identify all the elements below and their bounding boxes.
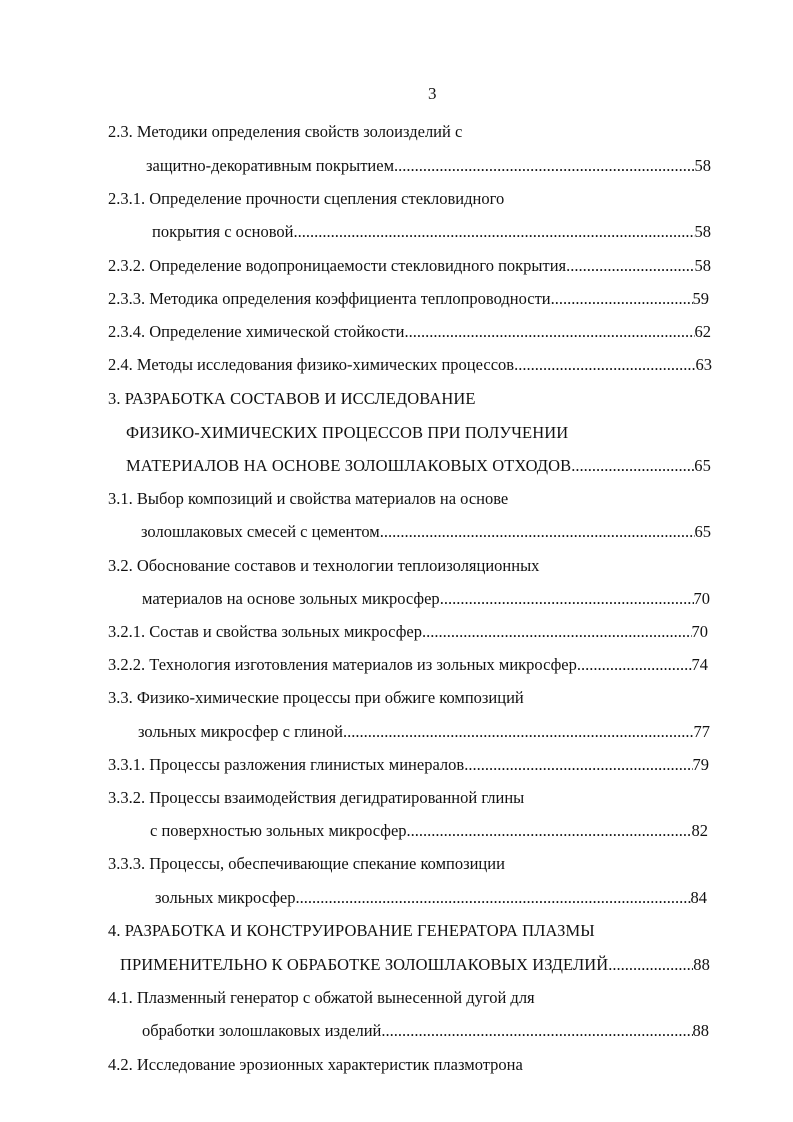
toc-entry-text: покрытия с основой xyxy=(152,222,294,241)
page-number: 3 xyxy=(428,84,437,103)
toc-page-number: 77 xyxy=(693,722,710,741)
toc-page-number: 58 xyxy=(694,222,711,241)
leader-dots xyxy=(296,888,691,908)
leader-dots xyxy=(422,622,692,642)
toc-entry-3-3-3[interactable] xyxy=(155,888,707,908)
toc-entry-text: 2.3.3. Методика определения коэффициента теплопроводности xyxy=(108,289,551,308)
leader-dots xyxy=(380,522,695,542)
toc-entry-3-line1: 3. РАЗРАБОТКА СОСТАВОВ И ИССЛЕДОВАНИЕ xyxy=(108,389,476,408)
toc-entry-3-3-2-line1: 3.3.2. Процессы взаимодействия дегидратированной глины xyxy=(108,788,525,807)
toc-page-number: 58 xyxy=(694,256,711,275)
toc-page-number: 84 xyxy=(690,888,707,907)
toc-entry-2-3[interactable] xyxy=(146,156,711,176)
toc-page-number: 70 xyxy=(691,622,708,641)
toc-entry-text: 2.4. Методы исследования физико-химических процессов xyxy=(108,355,515,374)
toc-entry-text: материалов на основе зольных микросфер xyxy=(142,589,440,608)
toc-entry-4-1[interactable] xyxy=(142,1021,709,1041)
leader-dots xyxy=(566,256,694,276)
leader-dots xyxy=(381,1021,692,1041)
toc-entry-text: 2.3.2. Определение водопроницаемости стекловидного покрытия xyxy=(108,256,567,275)
toc-page-number: 74 xyxy=(691,655,708,674)
toc-entry-4[interactable] xyxy=(120,955,710,975)
toc-entry-text: ПРИМЕНИТЕЛЬНО К ОБРАБОТКЕ ЗОЛОШЛАКОВЫХ ИЗДЕЛИЙ xyxy=(120,955,609,974)
toc-entry-2-3-3[interactable] xyxy=(108,289,709,309)
toc-page-number: 65 xyxy=(694,456,711,475)
toc-entry-3-3-2[interactable] xyxy=(150,821,708,841)
toc-entry-3-2-2[interactable] xyxy=(108,655,708,675)
toc-entry-4-line1: 4. РАЗРАБОТКА И КОНСТРУИРОВАНИЕ ГЕНЕРАТОРА ПЛАЗМЫ xyxy=(108,921,595,940)
leader-dots xyxy=(407,821,692,841)
toc-entry-3-3-3-line1: 3.3.3. Процессы, обеспечивающие спекание композиции xyxy=(108,854,505,873)
toc-entry-2-4[interactable] xyxy=(108,355,712,375)
leader-dots xyxy=(514,355,695,375)
leader-dots xyxy=(343,722,694,742)
leader-dots xyxy=(404,322,694,342)
toc-entry-3-2[interactable] xyxy=(142,589,710,609)
leader-dots xyxy=(440,589,694,609)
toc-entry-2-3-line1: 2.3. Методики определения свойств золоизделий с xyxy=(108,122,463,141)
toc-entry-3-1-line1: 3.1. Выбор композиций и свойства материалов на основе xyxy=(108,489,509,508)
toc-entry-3-line2: ФИЗИКО-ХИМИЧЕСКИХ ПРОЦЕССОВ ПРИ ПОЛУЧЕНИИ xyxy=(126,423,569,442)
toc-entry-text: МАТЕРИАЛОВ НА ОСНОВЕ ЗОЛОШЛАКОВЫХ ОТХОДОВ xyxy=(126,456,572,475)
toc-entry-4-2[interactable]: 4.2. Исследование эрозионных характеристик плазмотрона xyxy=(108,1055,523,1074)
leader-dots xyxy=(577,655,692,675)
toc-entry-3[interactable] xyxy=(126,456,711,476)
leader-dots xyxy=(571,456,694,476)
toc-page-number: 63 xyxy=(695,355,712,374)
toc-page-number: 88 xyxy=(692,1021,709,1040)
leader-dots xyxy=(464,755,692,775)
toc-entry-text: защитно-декоративным покрытием xyxy=(146,156,395,175)
leader-dots xyxy=(293,222,694,242)
toc-entry-3-3[interactable] xyxy=(138,722,710,742)
toc-entry-2-3-4[interactable] xyxy=(108,322,711,342)
toc-entry-3-2-1[interactable] xyxy=(108,622,708,642)
toc-entry-text: 3.2.2. Технология изготовления материалов из зольных микросфер xyxy=(108,655,577,674)
toc-entry-text: золошлаковых смесей с цементом xyxy=(141,522,380,541)
toc-entry-3-3-line1: 3.3. Физико-химические процессы при обжиге композиций xyxy=(108,688,524,707)
leader-dots xyxy=(551,289,693,309)
leader-dots xyxy=(394,156,694,176)
toc-entry-text: 3.3.1. Процессы разложения глинистых минералов xyxy=(108,755,465,774)
toc-entry-2-3-2[interactable] xyxy=(108,256,711,276)
toc-page-number: 82 xyxy=(691,821,708,840)
toc-entry-text: зольных микросфер xyxy=(155,888,296,907)
toc-entry-text: зольных микросфер с глиной xyxy=(138,722,343,741)
toc-entry-text: обработки золошлаковых изделий xyxy=(142,1021,382,1040)
toc-entry-text: 3.2.1. Состав и свойства зольных микросфер xyxy=(108,622,422,641)
toc-entry-3-1[interactable] xyxy=(141,522,711,542)
leader-dots xyxy=(608,955,693,975)
toc-page-number: 79 xyxy=(692,755,709,774)
toc-page-number: 58 xyxy=(694,156,711,175)
toc-entry-2-3-1-line1: 2.3.1. Определение прочности сцепления стекловидного xyxy=(108,189,505,208)
toc-page-number: 70 xyxy=(693,589,710,608)
toc-entry-3-2-line1: 3.2. Обоснование составов и технологии теплоизоляционных xyxy=(108,556,540,575)
toc-entry-4-1-line1: 4.1. Плазменный генератор с обжатой вынесенной дугой для xyxy=(108,988,535,1007)
toc-page-number: 65 xyxy=(694,522,711,541)
toc-entry-text: с поверхностью зольных микросфер xyxy=(150,821,407,840)
toc-entry-text: 2.3.4. Определение химической стойкости xyxy=(108,322,405,341)
toc-entry-2-3-1[interactable] xyxy=(152,222,711,242)
toc-page-number: 59 xyxy=(692,289,709,308)
toc-entry-3-3-1[interactable] xyxy=(108,755,709,775)
toc-page-number: 88 xyxy=(693,955,710,974)
toc-page-number: 62 xyxy=(694,322,711,341)
